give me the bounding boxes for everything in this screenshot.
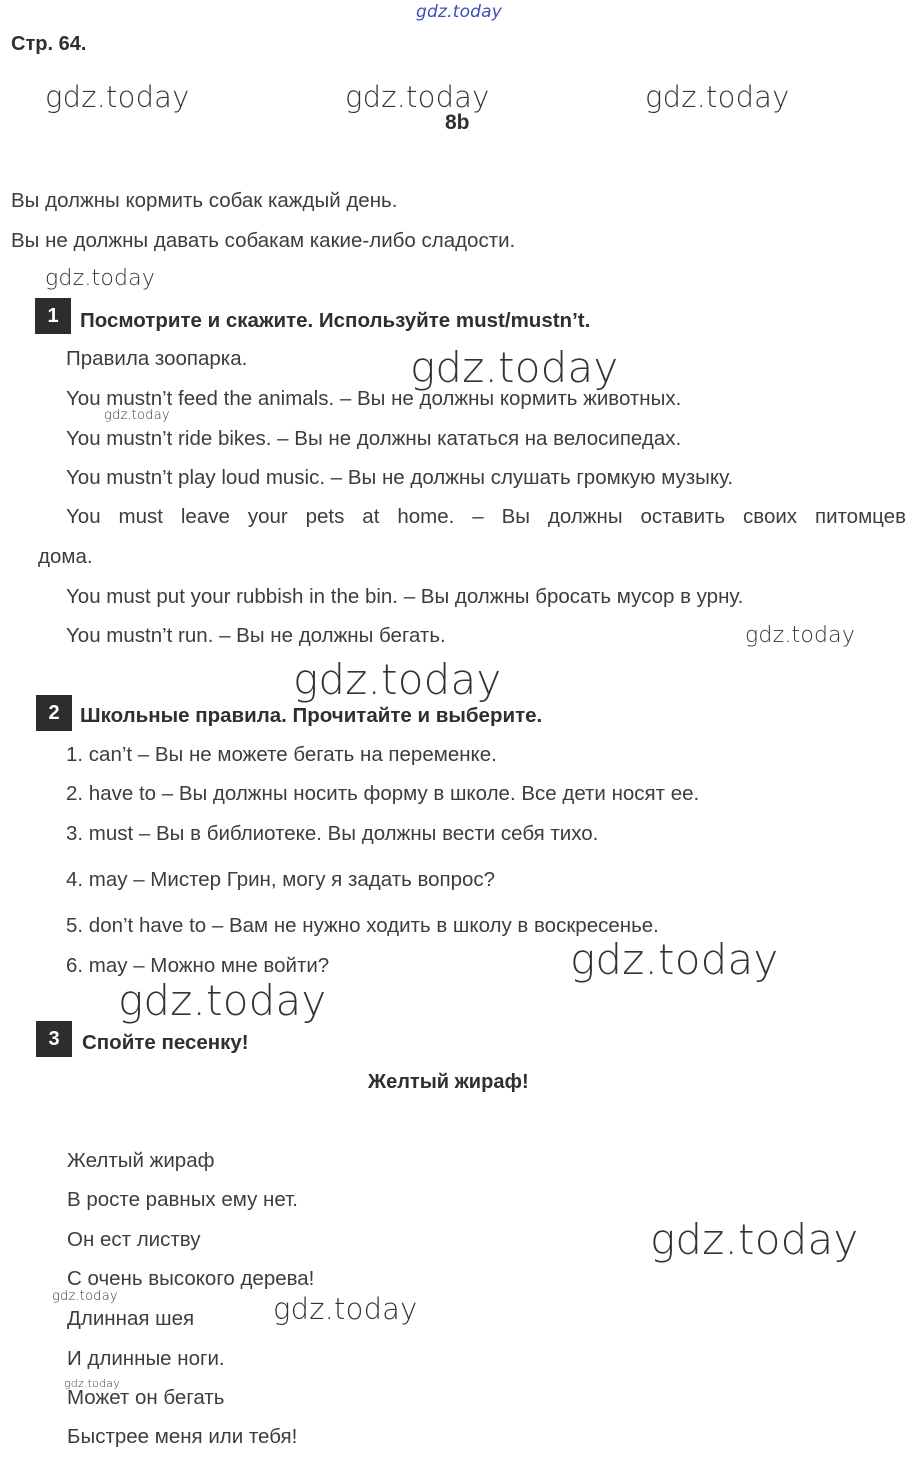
exercise-2-title: Школьные правила. Прочитайте и выберите.	[80, 704, 543, 727]
song-line: В росте равных ему нет.	[67, 1188, 298, 1211]
exercise-1-line: You mustn’t run. – Вы не должны бегать.	[66, 624, 446, 647]
exercise-1-line: You mustn’t play loud music. – Вы не должны слушать громкую музыку.	[66, 466, 734, 489]
word: leave	[180, 505, 230, 528]
word: питомцев	[814, 505, 906, 528]
watermark: gdz.today	[64, 1377, 120, 1390]
exercise-1-title: Посмотрите и скажите. Используйте must/mustn’t.	[80, 309, 591, 332]
exercise-2-item: 6. may – Можно мне войти?	[66, 954, 330, 977]
word: –	[472, 505, 484, 528]
exercise-2-item: 3. must – Вы в библиотеке. Вы должны вести себя тихо.	[66, 822, 599, 845]
exercise-3-title: Спойте песенку!	[82, 1031, 249, 1054]
page-reference: Стр. 64.	[11, 33, 87, 55]
watermark: gdz.today	[645, 80, 790, 114]
exercise-1-line: You mustn’t feed the animals. – Вы не должны кормить животных.	[66, 387, 682, 410]
exercise-1-line-continuation: дома.	[38, 545, 93, 568]
word: должны	[547, 505, 623, 528]
song-line: И длинные ноги.	[67, 1347, 225, 1370]
intro-line: Вы не должны давать собакам какие-либо сладости.	[11, 229, 516, 252]
song-line: Быстрее меня или тебя!	[67, 1425, 298, 1448]
watermark: gdz.today	[410, 343, 619, 392]
song-line: Длинная шея	[67, 1307, 195, 1330]
exercise-2-number: 2	[36, 695, 72, 731]
exercise-3-number: 3	[36, 1021, 72, 1057]
word: своих	[743, 505, 798, 528]
watermark: gdz.today	[345, 80, 490, 114]
word: at	[362, 505, 380, 528]
watermark: gdz.today	[104, 408, 170, 423]
exercise-2-item: 2. have to – Вы должны носить форму в школе. Все дети носят ее.	[66, 782, 700, 805]
word: home.	[397, 505, 455, 528]
watermark: gdz.today	[293, 655, 502, 704]
word: your	[247, 505, 288, 528]
watermark: gdz.today	[273, 1292, 418, 1326]
watermark: gdz.today	[650, 1215, 859, 1264]
watermark: gdz.today	[45, 266, 156, 291]
exercise-1-line: You must put your rubbish in the bin. – Вы должны бросать мусор в урну.	[66, 585, 744, 608]
word: оставить	[640, 505, 726, 528]
exercise-1-line: Правила зоопарка.	[66, 347, 248, 370]
word: Вы	[501, 505, 530, 528]
song-line: С очень высокого дерева!	[67, 1267, 315, 1290]
intro-line: Вы должны кормить собак каждый день.	[11, 189, 398, 212]
watermark: gdz.today	[52, 1289, 118, 1304]
exercise-2-item: 5. don’t have to – Вам не нужно ходить в школу в воскресенье.	[66, 914, 659, 937]
lesson-number: 8b	[445, 111, 470, 134]
word: must	[118, 505, 163, 528]
word: You	[66, 505, 101, 528]
watermark-top: gdz.today	[416, 2, 503, 22]
watermark: gdz.today	[118, 976, 327, 1025]
watermark: gdz.today	[570, 935, 779, 984]
exercise-1-number: 1	[35, 298, 71, 334]
song-line: Желтый жираф	[67, 1149, 215, 1172]
exercise-1-justified-line	[66, 505, 906, 529]
word: pets	[305, 505, 345, 528]
exercise-2-item: 1. can’t – Вы не можете бегать на переменке.	[66, 743, 497, 766]
watermark: gdz.today	[45, 80, 190, 114]
song-line: Может он бегать	[67, 1386, 225, 1409]
exercise-2-item: 4. may – Мистер Грин, могу я задать вопрос?	[66, 868, 496, 891]
song-line: Он ест листву	[67, 1228, 201, 1251]
song-title: Желтый жираф!	[368, 1071, 529, 1093]
exercise-1-line: You mustn’t ride bikes. – Вы не должны кататься на велосипедах.	[66, 427, 682, 450]
watermark: gdz.today	[745, 623, 856, 648]
